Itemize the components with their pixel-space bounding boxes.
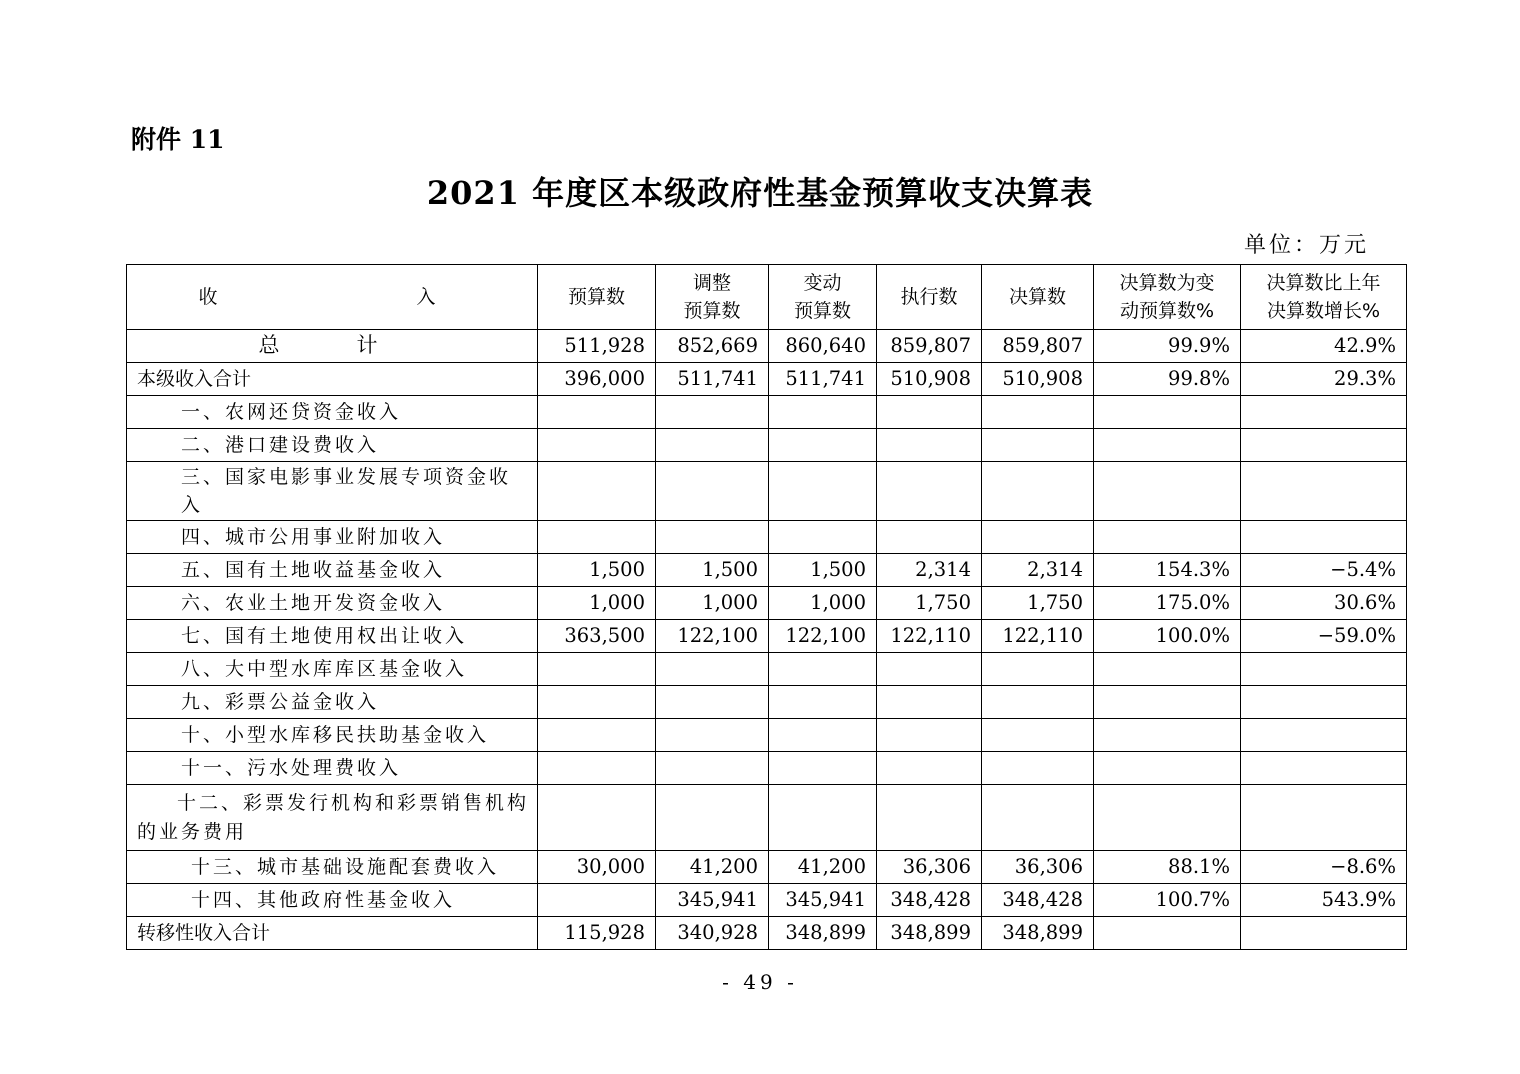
cell-executed: 2,314 bbox=[877, 554, 982, 587]
cell-ratio bbox=[1094, 686, 1241, 719]
cell-ratio: 99.8% bbox=[1094, 363, 1241, 396]
table-row bbox=[127, 686, 1407, 719]
cell-final: 348,899 bbox=[982, 917, 1094, 950]
table-row bbox=[127, 521, 1407, 554]
cell-final bbox=[982, 521, 1094, 554]
cell-final bbox=[982, 785, 1094, 851]
cell-executed bbox=[877, 719, 982, 752]
cell-final: 36,306 bbox=[982, 851, 1094, 884]
cell-changed: 348,899 bbox=[769, 917, 877, 950]
cell-final: 348,428 bbox=[982, 884, 1094, 917]
cell-growth bbox=[1241, 785, 1407, 851]
cell-budget bbox=[538, 653, 656, 686]
cell-ratio bbox=[1094, 521, 1241, 554]
attachment-label: 附件 11 bbox=[131, 125, 225, 154]
table-row bbox=[127, 851, 1407, 884]
table-row bbox=[127, 462, 1407, 521]
cell-changed bbox=[769, 429, 877, 462]
row-label: 八、大中型水库库区基金收入 bbox=[127, 653, 538, 686]
cell-budget bbox=[538, 884, 656, 917]
row-label: 转移性收入合计 bbox=[127, 917, 538, 950]
cell-changed bbox=[769, 785, 877, 851]
cell-adjusted bbox=[656, 396, 769, 429]
cell-adjusted bbox=[656, 462, 769, 521]
cell-changed: 1,500 bbox=[769, 554, 877, 587]
table-row bbox=[127, 554, 1407, 587]
cell-growth bbox=[1241, 752, 1407, 785]
cell-executed bbox=[877, 521, 982, 554]
cell-final: 2,314 bbox=[982, 554, 1094, 587]
row-label: 六、农业土地开发资金收入 bbox=[127, 587, 538, 620]
cell-final bbox=[982, 752, 1094, 785]
cell-budget bbox=[538, 752, 656, 785]
row-label: 九、彩票公益金收入 bbox=[127, 686, 538, 719]
row-label: 三、国家电影事业发展专项资金收入 bbox=[127, 462, 538, 521]
cell-growth: −59.0% bbox=[1241, 620, 1407, 653]
cell-adjusted bbox=[656, 429, 769, 462]
cell-growth bbox=[1241, 521, 1407, 554]
cell-growth: 42.9% bbox=[1241, 330, 1407, 363]
cell-changed: 122,100 bbox=[769, 620, 877, 653]
cell-executed bbox=[877, 752, 982, 785]
cell-executed bbox=[877, 686, 982, 719]
cell-budget bbox=[538, 719, 656, 752]
cell-final: 510,908 bbox=[982, 363, 1094, 396]
table-row bbox=[127, 620, 1407, 653]
cell-budget: 1,500 bbox=[538, 554, 656, 587]
row-label: 一、农网还贷资金收入 bbox=[127, 396, 538, 429]
cell-growth: −8.6% bbox=[1241, 851, 1407, 884]
cell-budget bbox=[538, 785, 656, 851]
cell-executed bbox=[877, 785, 982, 851]
cell-ratio bbox=[1094, 462, 1241, 521]
cell-executed: 859,807 bbox=[877, 330, 982, 363]
cell-growth: −5.4% bbox=[1241, 554, 1407, 587]
row-label: 十一、污水处理费收入 bbox=[127, 752, 538, 785]
cell-executed: 348,899 bbox=[877, 917, 982, 950]
header-row bbox=[127, 265, 1407, 330]
table-row bbox=[127, 396, 1407, 429]
cell-budget bbox=[538, 462, 656, 521]
table-row bbox=[127, 719, 1407, 752]
cell-ratio bbox=[1094, 917, 1241, 950]
cell-adjusted bbox=[656, 785, 769, 851]
row-label-line2: 的业务费用 bbox=[137, 820, 248, 843]
cell-ratio bbox=[1094, 396, 1241, 429]
cell-budget bbox=[538, 686, 656, 719]
table-row bbox=[127, 752, 1407, 785]
header-changed: 变动 预算数 bbox=[769, 265, 877, 330]
cell-budget: 511,928 bbox=[538, 330, 656, 363]
cell-ratio bbox=[1094, 653, 1241, 686]
row-label: 十、小型水库移民扶助基金收入 bbox=[127, 719, 538, 752]
cell-budget: 363,500 bbox=[538, 620, 656, 653]
row-label: 十四、其他政府性基金收入 bbox=[127, 884, 538, 917]
cell-growth bbox=[1241, 917, 1407, 950]
table-row bbox=[127, 653, 1407, 686]
cell-growth bbox=[1241, 429, 1407, 462]
cell-growth bbox=[1241, 396, 1407, 429]
cell-adjusted: 340,928 bbox=[656, 917, 769, 950]
cell-ratio: 99.9% bbox=[1094, 330, 1241, 363]
cell-executed: 348,428 bbox=[877, 884, 982, 917]
cell-changed bbox=[769, 653, 877, 686]
row-label: 总 计 bbox=[127, 330, 538, 363]
cell-adjusted: 122,100 bbox=[656, 620, 769, 653]
cell-executed bbox=[877, 396, 982, 429]
cell-adjusted bbox=[656, 719, 769, 752]
cell-growth: 543.9% bbox=[1241, 884, 1407, 917]
row-label: 本级收入合计 bbox=[127, 363, 538, 396]
budget-table bbox=[126, 264, 1407, 950]
table-row-total bbox=[127, 330, 1407, 363]
page-number: - 49 - bbox=[722, 970, 798, 994]
cell-ratio bbox=[1094, 752, 1241, 785]
cell-adjusted: 852,669 bbox=[656, 330, 769, 363]
header-ratio: 决算数为变 动预算数% bbox=[1094, 265, 1241, 330]
cell-growth bbox=[1241, 462, 1407, 521]
cell-ratio: 100.0% bbox=[1094, 620, 1241, 653]
table-row bbox=[127, 363, 1407, 396]
header-budget: 预算数 bbox=[538, 265, 656, 330]
row-label: 十三、城市基础设施配套费收入 bbox=[127, 851, 538, 884]
row-label: 二、港口建设费收入 bbox=[127, 429, 538, 462]
row-label: 四、城市公用事业附加收入 bbox=[127, 521, 538, 554]
cell-ratio: 154.3% bbox=[1094, 554, 1241, 587]
cell-ratio bbox=[1094, 785, 1241, 851]
cell-changed: 345,941 bbox=[769, 884, 877, 917]
cell-adjusted: 41,200 bbox=[656, 851, 769, 884]
header-adjusted: 调整 预算数 bbox=[656, 265, 769, 330]
cell-adjusted: 1,000 bbox=[656, 587, 769, 620]
cell-adjusted bbox=[656, 521, 769, 554]
cell-changed: 860,640 bbox=[769, 330, 877, 363]
row-label: 五、国有土地收益基金收入 bbox=[127, 554, 538, 587]
cell-ratio bbox=[1094, 429, 1241, 462]
cell-ratio bbox=[1094, 719, 1241, 752]
cell-budget: 1,000 bbox=[538, 587, 656, 620]
cell-executed bbox=[877, 653, 982, 686]
cell-final bbox=[982, 396, 1094, 429]
cell-final: 859,807 bbox=[982, 330, 1094, 363]
cell-budget: 30,000 bbox=[538, 851, 656, 884]
header-executed: 执行数 bbox=[877, 265, 982, 330]
header-income: 收 入 bbox=[127, 265, 538, 330]
cell-executed: 1,750 bbox=[877, 587, 982, 620]
cell-adjusted: 345,941 bbox=[656, 884, 769, 917]
cell-adjusted: 511,741 bbox=[656, 363, 769, 396]
cell-adjusted bbox=[656, 653, 769, 686]
cell-executed: 122,110 bbox=[877, 620, 982, 653]
cell-executed: 510,908 bbox=[877, 363, 982, 396]
cell-growth bbox=[1241, 653, 1407, 686]
cell-changed bbox=[769, 686, 877, 719]
cell-adjusted bbox=[656, 752, 769, 785]
cell-changed bbox=[769, 719, 877, 752]
cell-executed bbox=[877, 429, 982, 462]
page-title: 2021 年度区本级政府性基金预算收支决算表 bbox=[426, 174, 1094, 212]
table-row bbox=[127, 587, 1407, 620]
cell-ratio: 100.7% bbox=[1094, 884, 1241, 917]
cell-changed bbox=[769, 752, 877, 785]
cell-adjusted bbox=[656, 686, 769, 719]
cell-final bbox=[982, 462, 1094, 521]
table-row bbox=[127, 884, 1407, 917]
cell-changed: 41,200 bbox=[769, 851, 877, 884]
cell-final bbox=[982, 429, 1094, 462]
header-final: 决算数 bbox=[982, 265, 1094, 330]
cell-budget bbox=[538, 396, 656, 429]
cell-ratio: 88.1% bbox=[1094, 851, 1241, 884]
table-row bbox=[127, 429, 1407, 462]
cell-budget bbox=[538, 429, 656, 462]
table-row bbox=[127, 785, 1407, 851]
table-row bbox=[127, 917, 1407, 950]
cell-budget bbox=[538, 521, 656, 554]
cell-growth: 30.6% bbox=[1241, 587, 1407, 620]
cell-growth bbox=[1241, 719, 1407, 752]
cell-growth bbox=[1241, 686, 1407, 719]
unit-label: 单位：万元 bbox=[1244, 233, 1370, 258]
cell-ratio: 175.0% bbox=[1094, 587, 1241, 620]
cell-changed bbox=[769, 396, 877, 429]
cell-changed bbox=[769, 462, 877, 521]
cell-budget: 115,928 bbox=[538, 917, 656, 950]
cell-changed: 1,000 bbox=[769, 587, 877, 620]
cell-changed: 511,741 bbox=[769, 363, 877, 396]
cell-final: 122,110 bbox=[982, 620, 1094, 653]
cell-executed bbox=[877, 462, 982, 521]
cell-final: 1,750 bbox=[982, 587, 1094, 620]
row-label: 七、国有土地使用权出让收入 bbox=[127, 620, 538, 653]
row-label-line1: 十二、彩票发行机构和彩票销售机构 bbox=[177, 792, 530, 814]
cell-final bbox=[982, 653, 1094, 686]
header-growth: 决算数比上年 决算数增长% bbox=[1241, 265, 1407, 330]
cell-changed bbox=[769, 521, 877, 554]
cell-final bbox=[982, 719, 1094, 752]
cell-executed: 36,306 bbox=[877, 851, 982, 884]
cell-final bbox=[982, 686, 1094, 719]
row-label bbox=[127, 785, 538, 851]
cell-budget: 396,000 bbox=[538, 363, 656, 396]
cell-growth: 29.3% bbox=[1241, 363, 1407, 396]
cell-adjusted: 1,500 bbox=[656, 554, 769, 587]
